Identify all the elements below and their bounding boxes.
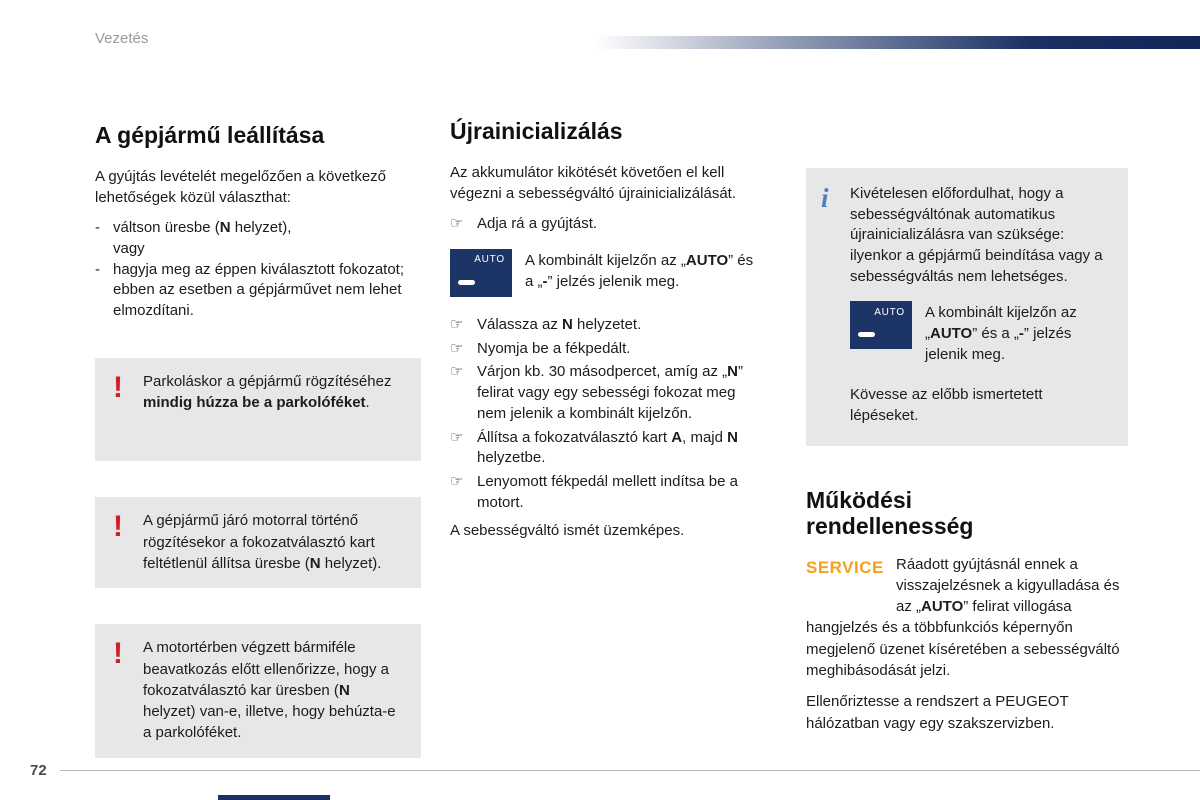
dash-bullet: -: [95, 260, 100, 278]
footer-rule: [60, 770, 1200, 771]
warning-box-parking: [95, 358, 421, 462]
header-gradient-bar: [595, 36, 1200, 49]
warning-box-engine-running: [95, 497, 421, 588]
auto-display-label: AUTO: [474, 254, 505, 266]
list-item-text-line1: váltson üresbe (N helyzet),: [113, 219, 292, 237]
list-item: [95, 260, 421, 322]
step-item: [450, 339, 764, 360]
step-item: [450, 214, 764, 235]
service-warning-label: SERVICE: [806, 557, 884, 577]
pointer-hand-icon: ☞: [450, 363, 464, 381]
closing-paragraph: A sebességváltó ismét üzemképes.: [450, 522, 685, 540]
dash-bullet: -: [95, 219, 100, 237]
auto-display-row: [850, 301, 1112, 365]
step-text: Várjon kb. 30 másodpercet, amíg az „N” felirat vagy egy sebességi fokozat meg nem jelenik a kombinált kijelzőn.: [477, 363, 743, 422]
warning-icon: !: [113, 510, 123, 544]
options-list: [95, 218, 421, 321]
section-title-reinitialisation: Újrainicializálás: [450, 118, 623, 144]
warning-icon: !: [113, 370, 123, 404]
column-reinitialisation: [450, 118, 764, 552]
column-stopping-vehicle: [95, 122, 421, 758]
intro-paragraph: A gyújtás levételét megelőzően a következő lehetőségek közül választhat:: [95, 168, 387, 206]
pointer-hand-icon: ☞: [450, 339, 464, 357]
info-text: Kivételesen előfordulhat, hogy a sebességváltónak automatikus újrainicializálásra van szüksége: ilyenkor a gépjármű beindítása vagy a sebességváltás nem lehetséges.: [850, 185, 1103, 285]
step-text: Lenyomott fékpedál mellett indítsa be a motort.: [477, 472, 738, 511]
follow-steps-text: Kövesse az előbb ismertetett lépéseket.: [850, 385, 1043, 424]
auto-display-dash: [458, 280, 475, 285]
step-text: Nyomja be a fékpedált.: [477, 339, 631, 357]
bottom-edge-mark: [218, 795, 330, 800]
dealer-check-paragraph: Ellenőriztesse a rendszert a PEUGEOT hálózatban vagy egy szakszervizben.: [806, 693, 1069, 732]
list-item: [95, 218, 421, 259]
service-text: Ráadott gyújtásnál ennek a visszajelzésnek a kigyulladása és az „AUTO” felirat villogása hangjelzés és a többfunkciós képernyőn megjelenő üzenet kíséretében a sebességváltó meghibásodását jelzi.: [806, 555, 1120, 680]
section-title-fault: Működési rendellenesség: [806, 487, 974, 539]
warning-text: A motortérben végzett bármiféle beavatkozás előtt ellenőrizze, hogy a fokozatválasztó kar üresben (N helyzet) van-e, illetve, hogy behúzta-e a parkolóféket.: [143, 639, 396, 742]
pointer-hand-icon: ☞: [450, 428, 464, 446]
step-text: Adja rá a gyújtást.: [477, 215, 598, 233]
page-number: 72: [30, 762, 47, 779]
intro-paragraph: Az akkumulátor kikötését követően el kell végezni a sebességváltó újrainicializálását.: [450, 164, 736, 202]
auto-display-caption: A kombinált kijelzőn az „AUTO” és a „-” jelzés jelenik meg.: [525, 252, 754, 290]
auto-display-row: [450, 249, 764, 297]
step-text: Állítsa a fokozatválasztó kart A, majd N helyzetbe.: [477, 428, 738, 467]
step-item: [450, 472, 764, 513]
list-item-text-line2: vagy: [113, 240, 145, 258]
column-notes-and-faults: [806, 168, 1128, 744]
service-paragraph: [806, 554, 1128, 682]
running-header: Vezetés: [95, 30, 149, 47]
info-icon: i: [821, 183, 829, 213]
warning-box-engine-bay: [95, 624, 421, 757]
auto-display-dash: [858, 332, 875, 337]
list-item-text: hagyja meg az éppen kiválasztott fokozatot; ebben az esetben a gépjárművet nem lehet elmozdítani.: [113, 260, 405, 320]
warning-icon: !: [113, 637, 123, 671]
step-text: Válassza az N helyzetet.: [477, 316, 642, 334]
section-title-stopping: A gépjármű leállítása: [95, 122, 325, 148]
auto-display-icon: [850, 301, 912, 349]
step-item: [450, 428, 764, 469]
warning-text: Parkoláskor a gépjármű rögzítéséhez mindig húzza be a parkolóféket.: [143, 372, 392, 412]
info-box-auto-reinitialisation: [806, 168, 1128, 446]
step-item: [450, 315, 764, 336]
pointer-hand-icon: ☞: [450, 472, 464, 490]
auto-display-label: AUTO: [874, 307, 905, 319]
step-item: [450, 362, 764, 424]
auto-display-icon: [450, 249, 512, 297]
auto-display-caption: A kombinált kijelzőn az „AUTO” és a „-” jelzés jelenik meg.: [925, 304, 1077, 363]
warning-text: A gépjármű járó motorral történő rögzítésekor a fokozatválasztó kart feltétlenül állítsa üresbe (N helyzet).: [143, 512, 382, 572]
list-item-text: [113, 218, 421, 259]
pointer-hand-icon: ☞: [450, 316, 464, 334]
pointer-hand-icon: ☞: [450, 215, 464, 233]
